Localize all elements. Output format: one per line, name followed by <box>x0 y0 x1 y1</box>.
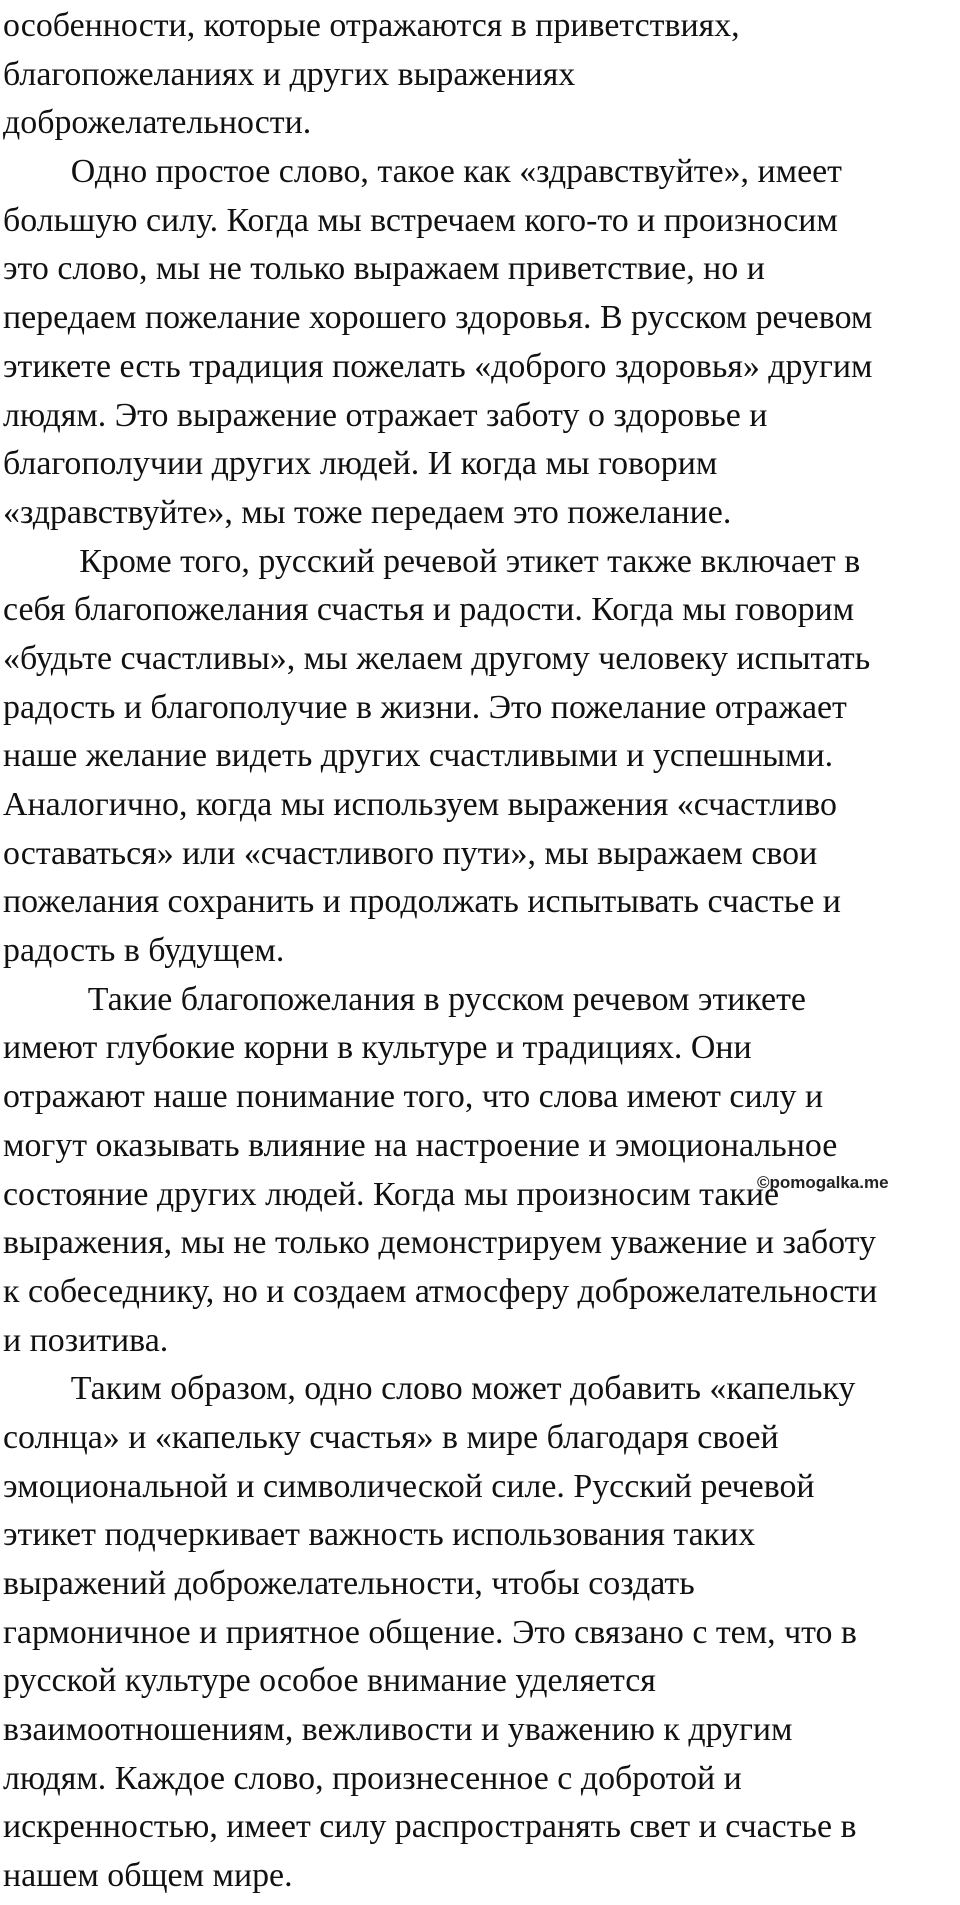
text-line: отражают наше понимание того, что слова имеют силу и <box>3 1078 824 1116</box>
text-line: эмоциональной и символической силе. Русский речевой <box>3 1467 815 1505</box>
text-line: благополучии других людей. И когда мы говорим <box>3 445 718 483</box>
text-line: людям. Это выражение отражает заботу о здоровье и <box>3 396 768 434</box>
text-line: искренностью, имеет силу распространять свет и счастье в <box>3 1808 857 1846</box>
text-line: русской культуре особое внимание уделяется <box>3 1662 656 1700</box>
text-line: радость и благополучие в жизни. Это пожелание отражает <box>3 688 847 726</box>
text-line: состояние других людей. Когда мы произносим такие <box>3 1175 780 1213</box>
text-line: и позитива. <box>3 1321 169 1359</box>
text-line: людям. Каждое слово, произнесенное с добротой и <box>3 1759 742 1797</box>
text-line: этикет подчеркивает важность использования таких <box>3 1516 756 1554</box>
text-line: особенности, которые отражаются в приветствиях, <box>3 7 740 44</box>
text-line: пожелания сохранить и продолжать испытывать счастье и <box>3 883 841 921</box>
text-line: солнца» и «капельку счастья» в мире благодаря своей <box>3 1418 779 1456</box>
text-line: оставаться» или «счастливого пути», мы выражаем свои <box>3 834 818 872</box>
text-line: передаем пожелание хорошего здоровья. В русском речевом <box>3 299 873 337</box>
text-line: Одно простое слово, такое как «здравствуйте», имеет <box>3 153 843 191</box>
text-line: Кроме того, русский речевой этикет также включает в <box>3 542 861 580</box>
text-line: Аналогично, когда мы используем выражения «счастливо <box>3 786 837 823</box>
text-line: это слово, мы не только выражаем приветствие, но и <box>3 250 765 288</box>
text-line: гармоничное и приятное общение. Это связано с тем, что в <box>3 1613 857 1651</box>
text-line: нашем общем мире. <box>3 1857 293 1895</box>
text-line: выражения, мы не только демонстрируем уважение и заботу <box>3 1224 876 1262</box>
text-line: себя благопожелания счастья и радости. Когда мы говорим <box>3 591 855 629</box>
text-line: доброжелательности. <box>3 104 312 142</box>
text-line: могут оказывать влияние на настроение и эмоциональное <box>3 1126 838 1164</box>
text-line: этикете есть традиция пожелать «доброго здоровья» другим <box>3 347 873 385</box>
text-line: большую силу. Когда мы встречаем кого-то и произносим <box>3 201 838 239</box>
text-line: взаимоотношениям, вежливости и уважению к другим <box>3 1711 793 1749</box>
document-text <box>3 2 958 1901</box>
text-line: «будьте счастливы», мы желаем другому человеку испытать <box>3 639 871 677</box>
text-line: имеют глубокие корни в культуре и традициях. Они <box>3 1029 752 1067</box>
text-line: «здравствуйте», мы тоже передаем это пожелание. <box>3 493 732 531</box>
text-line: благопожеланиях и других выражениях <box>3 55 576 93</box>
text-line: Такие благопожелания в русском речевом этикете <box>3 980 806 1018</box>
watermark: ©pomogalka.me <box>757 1173 889 1192</box>
text-line: радость в будущем. <box>3 932 285 970</box>
text-line: Таким образом, одно слово может добавить «капельку <box>3 1370 856 1408</box>
text-line: наше желание видеть других счастливыми и успешными. <box>3 737 834 775</box>
text-line: выражений доброжелательности, чтобы создать <box>3 1565 695 1602</box>
text-line: к собеседнику, но и создаем атмосферу доброжелательности <box>3 1272 878 1310</box>
